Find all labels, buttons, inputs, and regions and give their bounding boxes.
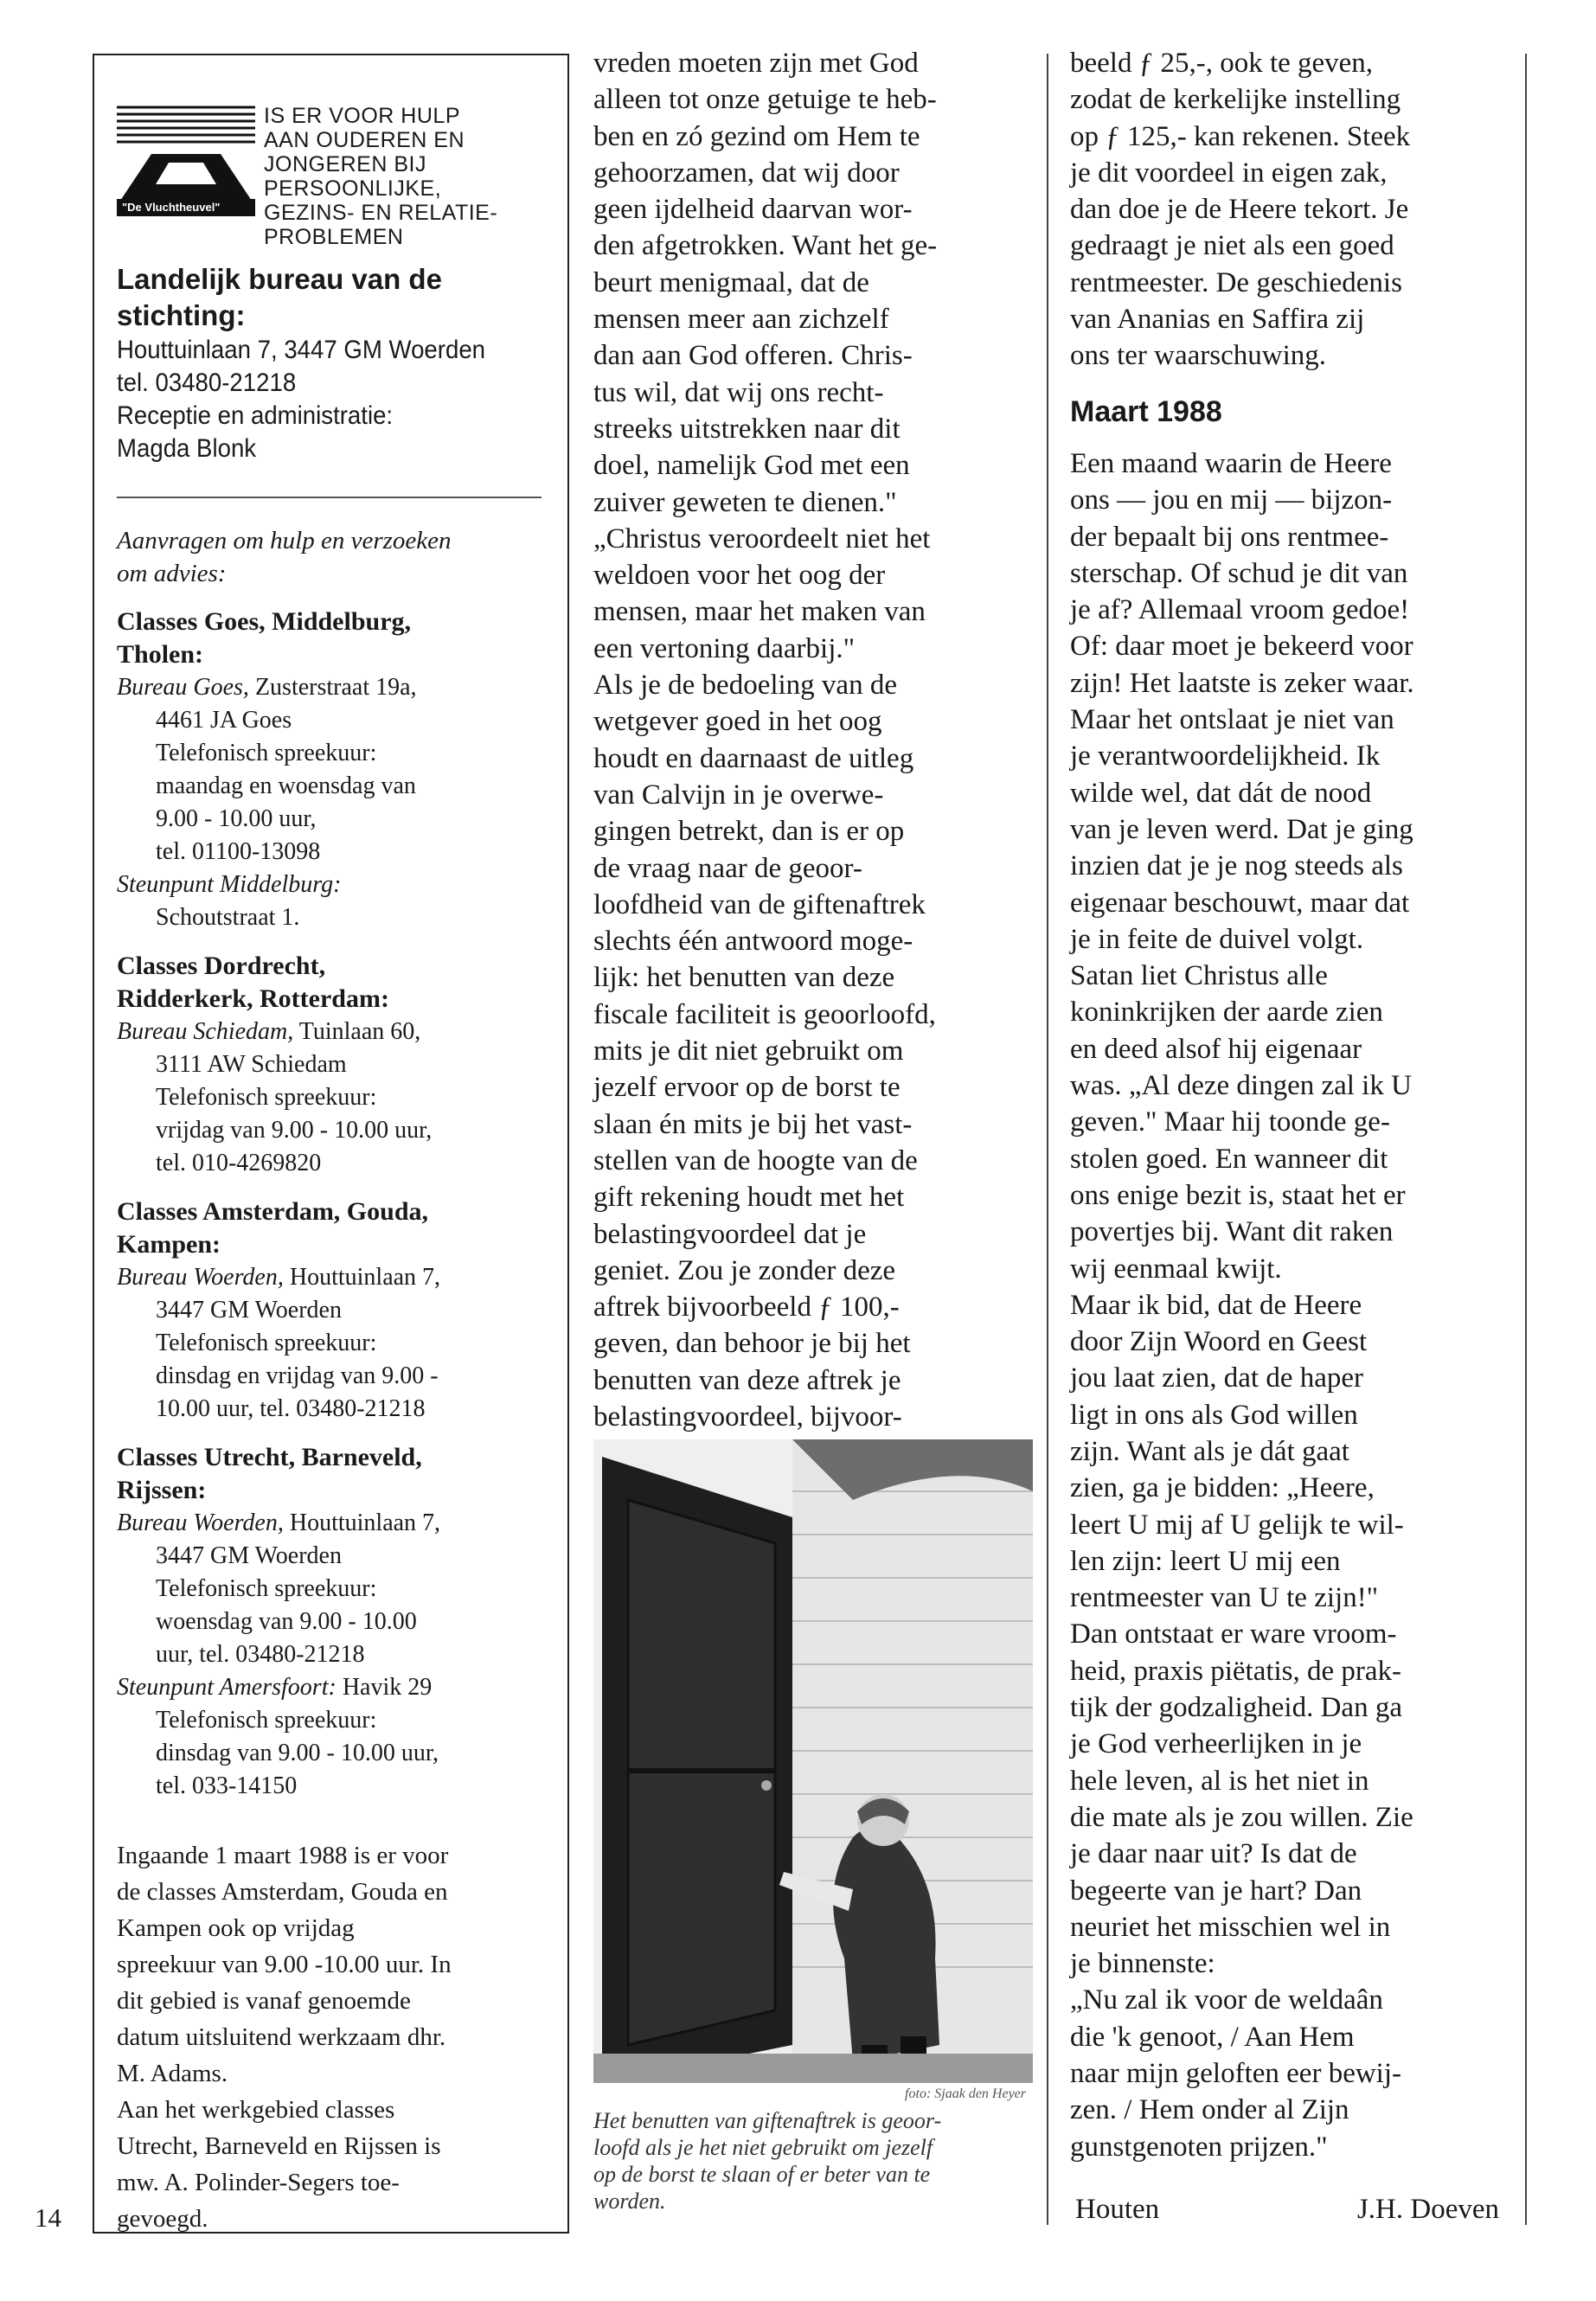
body-text-line: dan aan God offeren. Chris- — [593, 340, 913, 372]
body-text-line: je dit voordeel in eigen zak, — [1070, 157, 1388, 189]
logo-tagline — [264, 104, 497, 249]
class-group — [117, 950, 542, 1180]
body-text-line: zodat de kerkelijke instelling — [1070, 84, 1401, 116]
body-text-line: lijk: het benutten van deze — [593, 962, 895, 994]
support-point-name: Steunpunt Middelburg: — [117, 871, 342, 898]
body-text-line: doel, namelijk God met een — [593, 450, 910, 482]
body-text-line: weldoen voor het oog der — [593, 560, 886, 592]
group-detail-line: 3447 GM Woerden — [156, 1542, 342, 1569]
note-line: gevoegd. — [117, 2205, 208, 2233]
body-text-line: naar mijn geloften eer bewij- — [1070, 2058, 1401, 2090]
body-text-line: van je leven werd. Dat je ging — [1070, 813, 1413, 845]
group-detail-line: uur, tel. 03480-21218 — [156, 1641, 365, 1668]
body-text-line: zijn. Want als je dát gaat — [1070, 1435, 1349, 1467]
tagline-line: PERSOONLIJKE, — [264, 176, 442, 201]
body-text-line: rentmeester van U te zijn!" — [1070, 1582, 1379, 1614]
bureau-name: Bureau Woerden, — [117, 1509, 284, 1536]
group-detail-line: 9.00 - 10.00 uur, — [156, 805, 317, 832]
class-group-title: Classes Dordrecht, — [117, 952, 326, 980]
body-text-line: de vraag naar de geoor- — [593, 852, 862, 884]
class-group-title: Tholen: — [117, 640, 204, 669]
classes-groups — [117, 606, 542, 1803]
body-text-line: mensen, maar het maken van — [593, 596, 926, 628]
body-text-line: geen ijdelheid daarvan wor- — [593, 194, 913, 226]
bureau-street: Houttuinlaan 7, — [283, 1509, 441, 1536]
group-detail-line: 3447 GM Woerden — [156, 1297, 342, 1324]
body-text-line: gunstgenoten prijzen." — [1070, 2131, 1328, 2163]
body-text-line: zen. / Hem onder al Zijn — [1070, 2094, 1349, 2126]
divider-rule — [117, 497, 542, 498]
body-text-line: ons ter waarschuwing. — [1070, 340, 1327, 372]
bureau-street: Houttuinlaan 7, — [283, 1264, 441, 1291]
body-text-line: koninkrijken der aarde zien — [1070, 997, 1383, 1029]
bureau-line: tel. 03480-21218 — [117, 369, 297, 397]
note-line: M. Adams. — [117, 2060, 228, 2087]
body-text-line: Maar ik bid, dat de Heere — [1070, 1289, 1362, 1321]
body-text-line: fiscale faciliteit is geoorloofd, — [593, 998, 936, 1030]
body-text-line: belastingvoordeel, bijvoor- — [593, 1400, 902, 1433]
body-text-line: gehoorzamen, dat wij door — [593, 157, 900, 189]
group-detail-line: Telefonisch spreekuur: — [156, 740, 377, 766]
body-text-line: van Calvijn in je overwe- — [593, 779, 884, 811]
body-text-line: Maar het ontslaat je niet van — [1070, 704, 1394, 736]
body-text-line: zien, ga je bidden: „Heere, — [1070, 1472, 1375, 1504]
column-divider-1 — [1047, 54, 1048, 2225]
photo-illustration — [593, 1439, 1033, 2083]
body-text-line: tijk der godzaligheid. Dan ga — [1070, 1692, 1402, 1724]
body-text-line: ons — jou en mij — bijzon- — [1070, 484, 1393, 516]
note-line: Ingaande 1 maart 1988 is er voor — [117, 1842, 449, 1869]
body-text-line: je in feite de duivel volgt. — [1070, 923, 1364, 955]
body-text-line: je daar naar uit? Is dat de — [1070, 1838, 1357, 1870]
note-paragraph — [117, 1837, 542, 2237]
class-group-title: Classes Goes, Middelburg, — [117, 607, 412, 636]
page-number: 14 — [35, 2202, 61, 2233]
logo-label: "De Vluchtheuvel" — [122, 201, 221, 214]
body-text-line: die mate als je zou willen. Zie — [1070, 1801, 1413, 1833]
note-line: mw. A. Polinder-Segers toe- — [117, 2169, 400, 2196]
group-detail-line: 3111 AW Schiedam — [156, 1051, 347, 1078]
group-detail-line: 10.00 uur, tel. 03480-21218 — [156, 1395, 426, 1422]
body-text-line: ligt in ons als God willen — [1070, 1399, 1358, 1431]
body-text-line: die 'k genoot, / Aan Hem — [1070, 2021, 1355, 2053]
body-text-line: gift rekening houdt met het — [593, 1182, 905, 1214]
body-text-line: slechts één antwoord moge- — [593, 926, 913, 958]
body-text-line: „Nu zal ik voor de weldaân — [1070, 1984, 1383, 2016]
section-heading: Maart 1988 — [1070, 394, 1222, 428]
note-line: spreekuur van 9.00 -10.00 uur. In — [117, 1951, 452, 1978]
bureau-name: Bureau Goes, — [117, 674, 249, 701]
tagline-line: PROBLEMEN — [264, 225, 404, 249]
middle-column — [593, 45, 1009, 1435]
caption-line: op de borst te slaan of er beter van te — [593, 2162, 931, 2187]
body-text-line: je binnenste: — [1070, 1948, 1215, 1980]
body-text-line: streeks uitstrekken naar dit — [593, 413, 901, 445]
help-info-box — [93, 54, 569, 2234]
right-column-top — [1070, 45, 1520, 375]
class-group-title: Rijssen: — [117, 1476, 207, 1504]
body-text-line: op ƒ 125,- kan rekenen. Steek — [1070, 120, 1411, 152]
body-text-line: hele leven, al is het niet in — [1070, 1765, 1369, 1797]
body-text-line: geniet. Zou je zonder deze — [593, 1254, 896, 1286]
body-text-line: Of: daar moet je bekeerd voor — [1070, 631, 1413, 663]
intro-line-1: Aanvragen om hulp en verzoeken — [117, 527, 452, 554]
body-text-line: aftrek bijvoorbeeld ƒ 100,- — [593, 1292, 900, 1324]
group-detail-line: Telefonisch spreekuur: — [156, 1575, 377, 1602]
right-column — [1070, 45, 1520, 2165]
body-text-line: wetgever goed in het oog — [593, 706, 882, 738]
body-text-line: jezelf ervoor op de borst te — [593, 1072, 901, 1104]
bureau-line: Receptie en administratie: — [117, 401, 394, 430]
bureau-street: Tuinlaan 60, — [293, 1018, 421, 1045]
bureau-name: Bureau Woerden, — [117, 1264, 284, 1291]
vluchtheuvel-logo — [117, 102, 255, 223]
caption-line: worden. — [593, 2189, 666, 2214]
class-group — [117, 1195, 542, 1426]
group-detail-line: dinsdag en vrijdag van 9.00 - — [156, 1362, 439, 1389]
bureau-street: Zusterstraat 19a, — [248, 674, 417, 701]
signoff — [1075, 2194, 1499, 2226]
body-text-line: slaan én mits je bij het vast- — [593, 1108, 913, 1140]
body-text-line: Als je de bedoeling van de — [593, 670, 897, 702]
body-text-line: je God verheerlijken in je — [1070, 1728, 1362, 1760]
intro-line-2: om advies: — [117, 560, 227, 587]
body-text-line: begeerte van je hart? Dan — [1070, 1875, 1362, 1907]
note-line: dit gebied is vanaf genoemde — [117, 1987, 411, 2015]
support-detail-line: Schoutstraat 1. — [156, 904, 300, 931]
body-text-line: Een maand waarin de Heere — [1070, 447, 1392, 479]
body-text-line: jou laat zien, dat de haper — [1070, 1362, 1364, 1394]
photo-caption — [593, 2107, 1026, 2214]
column-divider-2 — [1525, 54, 1527, 2225]
tagline-line: IS ER VOOR HULP — [264, 104, 460, 128]
body-text-line: geven." Maar hij toonde ge- — [1070, 1106, 1390, 1138]
group-detail-line: tel. 01100-13098 — [156, 838, 321, 865]
body-text-line: belastingvoordeel dat je — [593, 1218, 867, 1250]
tagline-line: GEZINS- EN RELATIE- — [264, 201, 498, 225]
tagline-line: AAN OUDEREN EN — [264, 128, 465, 152]
body-text-line: rentmeester. De geschiedenis — [1070, 266, 1402, 298]
note-line: Aan het werkgebied classes — [117, 2096, 395, 2124]
body-text-line: stellen van de hoogte van de — [593, 1144, 918, 1176]
signoff-place: Houten — [1075, 2194, 1160, 2225]
support-detail-line: tel. 033-14150 — [156, 1772, 298, 1799]
group-detail-line: vrijdag van 9.00 - 10.00 uur, — [156, 1117, 433, 1144]
logo-row — [117, 80, 542, 249]
note-line: Utrecht, Barneveld en Rijssen is — [117, 2132, 441, 2160]
body-text-line: beurt menigmaal, dat de — [593, 266, 869, 298]
group-detail-line: Telefonisch spreekuur: — [156, 1084, 377, 1111]
class-group-title: Classes Amsterdam, Gouda, — [117, 1197, 429, 1226]
body-text-line: mensen meer aan zichzelf — [593, 304, 889, 336]
support-point-address: Havik 29 — [336, 1674, 433, 1701]
support-detail-line: Telefonisch spreekuur: — [156, 1707, 377, 1734]
bureau-title-1: Landelijk bureau van de — [117, 263, 442, 295]
class-group-title: Classes Utrecht, Barneveld, — [117, 1443, 422, 1471]
body-text-line: beeld ƒ 25,-, ook te geven, — [1070, 48, 1374, 79]
body-text-line: zuiver geweten te dienen." — [593, 486, 897, 518]
body-text-line: vreden moeten zijn met God — [593, 48, 919, 79]
signoff-author: J.H. Doeven — [1356, 2194, 1499, 2225]
body-text-line: je af? Allemaal vroom gedoe! — [1070, 594, 1410, 626]
class-group — [117, 606, 542, 934]
body-text-line: gedraagt je niet als een goed — [1070, 230, 1394, 262]
body-text-line: geven, dan behoor je bij het — [593, 1328, 911, 1360]
support-point-line — [117, 1671, 542, 1704]
body-text-line: zijn! Het laatste is zeker waar. — [1070, 667, 1414, 699]
bureau-address-line — [117, 1507, 542, 1540]
note-line: de classes Amsterdam, Gouda en — [117, 1878, 448, 1906]
body-text-line: der bepaalt bij ons rentmee- — [1070, 521, 1389, 553]
support-detail-line: dinsdag van 9.00 - 10.00 uur, — [156, 1740, 439, 1766]
body-text-line: heid, praxis piëtatis, de prak- — [1070, 1655, 1402, 1687]
support-point-line — [117, 868, 542, 901]
door-photo — [593, 1439, 1033, 2083]
body-text-line: neuriet het misschien wel in — [1070, 1911, 1391, 1943]
support-point-name: Steunpunt Amersfoort: — [117, 1674, 337, 1701]
bureau-address-line — [117, 1016, 542, 1048]
bureau-name: Bureau Schiedam, — [117, 1018, 294, 1045]
body-text-line: leert U mij af U gelijk te wil- — [1070, 1509, 1404, 1541]
group-detail-line: tel. 010-4269820 — [156, 1150, 322, 1176]
national-bureau — [117, 261, 542, 465]
bureau-line: Houttuinlaan 7, 3447 GM Woerden — [117, 336, 486, 364]
body-text-line: dan doe je de Heere tekort. Je — [1070, 194, 1409, 226]
bureau-address-line — [117, 671, 542, 704]
body-text-line: ons enige bezit is, staat het er — [1070, 1179, 1406, 1211]
group-detail-line: 4461 JA Goes — [156, 707, 292, 734]
group-detail-line: woensdag van 9.00 - 10.00 — [156, 1608, 417, 1635]
note-line: datum uitsluitend werkzaam dhr. — [117, 2023, 446, 2051]
body-text-line: „Christus veroordeelt niet het — [593, 522, 931, 554]
class-group — [117, 1441, 542, 1803]
body-text-line: houdt en daarnaast de uitleg — [593, 742, 914, 774]
body-text-line: een vertoning daarbij." — [593, 632, 856, 664]
body-text-line: van Ananias en Saffira zij — [1070, 304, 1365, 336]
body-text-line: stolen goed. En wanneer dit — [1070, 1143, 1388, 1175]
body-text-line: wilde wel, dat dát de nood — [1070, 777, 1372, 809]
body-text-line: povertjes bij. Want dit raken — [1070, 1216, 1394, 1248]
class-group-title: Ridderkerk, Rotterdam: — [117, 984, 389, 1013]
body-text-line: benutten van deze aftrek je — [593, 1364, 901, 1396]
body-text-line: den afgetrokken. Want het ge- — [593, 230, 938, 262]
body-text-line: Satan liet Christus alle — [1070, 960, 1328, 992]
body-text-line: sterschap. Of schud je dit van — [1070, 557, 1408, 589]
body-text-line: len zijn: leert U mij een — [1070, 1545, 1341, 1577]
body-text-line: eigenaar beschouwt, maar dat — [1070, 887, 1410, 919]
group-detail-line: maandag en woensdag van — [156, 772, 416, 799]
body-text-line: gingen betrekt, dan is er op — [593, 816, 905, 848]
body-text-line: wij eenmaal kwijt. — [1070, 1253, 1282, 1285]
caption-line: loofd als je het niet gebruikt om jezelf — [593, 2135, 933, 2160]
photo-credit: foto: Sjaak den Heyer — [905, 2086, 1026, 2101]
right-column-body — [1070, 445, 1520, 2165]
body-text-line: inzien dat je je nog steeds als — [1070, 850, 1403, 882]
body-text-line: alleen tot onze getuige te heb- — [593, 84, 937, 116]
body-text-line: tus wil, dat wij ons recht- — [593, 376, 884, 408]
bureau-title-2: stichting: — [117, 299, 246, 331]
group-detail-line: Telefonisch spreekuur: — [156, 1330, 377, 1356]
body-text-line: en deed alsof hij eigenaar — [1070, 1033, 1362, 1065]
body-text-line: Dan ontstaat er ware vroom- — [1070, 1618, 1397, 1650]
bureau-lines — [117, 334, 542, 465]
body-text-line: loofdheid van de giftenaftrek — [593, 888, 926, 920]
body-text-line: ben en zó gezind om Hem te — [593, 120, 920, 152]
body-text-line: mits je dit niet gebruikt om — [593, 1035, 904, 1067]
caption-line: Het benutten van giftenaftrek is geoor- — [593, 2108, 942, 2133]
body-text-line: je verantwoordelijkheid. Ik — [1070, 740, 1381, 772]
class-group-title: Kampen: — [117, 1230, 221, 1259]
body-text-line: was. „Al deze dingen zal ik U — [1070, 1070, 1412, 1102]
body-text-line: door Zijn Woord en Geest — [1070, 1326, 1368, 1358]
bureau-address-line — [117, 1261, 542, 1294]
tagline-line: JONGEREN BIJ — [264, 152, 426, 176]
bureau-line: Magda Blonk — [117, 434, 257, 463]
note-line: Kampen ook op vrijdag — [117, 1914, 355, 1942]
